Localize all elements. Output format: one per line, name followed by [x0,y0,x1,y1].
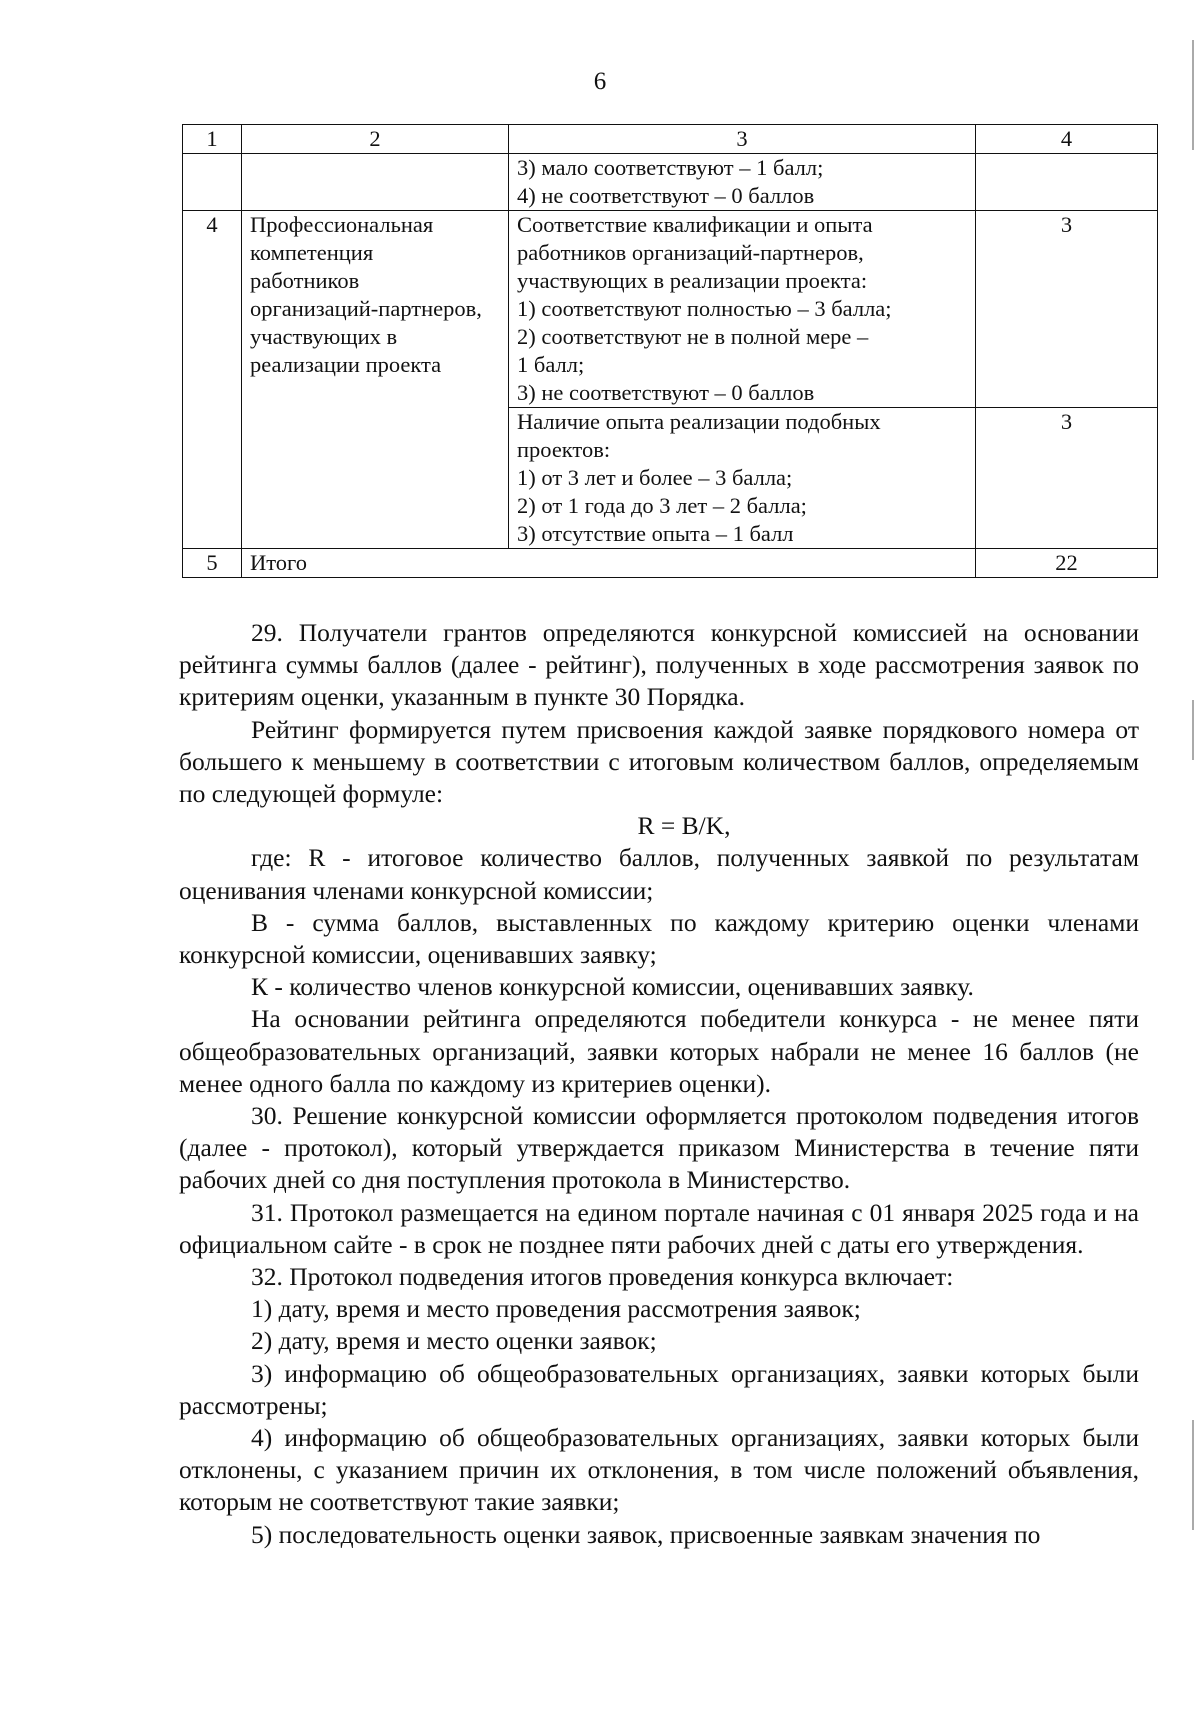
row-number: 5 [183,549,242,578]
paragraph: 29. Получатели грантов определяются конкурсной комиссией на основании рейтинга суммы баллов (далее - рейтинг), полученных в ходе рассмотрения заявок по критериям оценки, указанным в пункте 30 Порядка. [179,618,1139,712]
max-score-cell: 3 [976,408,1158,549]
subcriterion-cell [509,211,976,408]
cell-line: участвующих в [250,324,398,349]
scan-edge-mark [1192,1420,1194,1530]
paragraph: Рейтинг формируется путем присвоения каждой заявке порядкового номера от большего к меньшему в соответствии с итоговым количеством баллов, определяемым по следующей формуле: [179,714,1139,809]
cell-line: реализации проекта [250,352,442,377]
cell-empty [183,154,242,211]
cell-empty [976,154,1158,211]
cell-line: Соответствие квалификации и опыта [517,212,873,237]
list-item: 5) последовательность оценки заявок, присвоенные заявкам значения по [251,1519,1041,1549]
cell-line: 3) отсутствие опыта – 1 балл [517,521,794,546]
paragraph: где: R - итоговое количество баллов, полученных заявкой по результатам оценивания членами конкурсной комиссии; [179,843,1139,905]
cell-line: 1) от 3 лет и более – 3 балла; [517,465,793,490]
formula: R = B/K, [637,811,731,841]
table-header-row [183,125,1158,154]
page-number: 6 [593,68,607,95]
cell-line: участвующих в реализации проекта: [517,268,868,293]
paragraph: 30. Решение конкурсной комиссии оформляется протоколом подведения итогов (далее - протокол), который утверждается приказом Министерства в течение пяти рабочих дней со дня поступления протокола в Министерство. [179,1101,1139,1195]
header-col-3: 3 [509,125,976,154]
list-item: 3) информацию об общеобразовательных организациях, заявки которых были рассмотрены; [179,1358,1139,1420]
header-col-4: 4 [976,125,1158,154]
scan-edge-mark [1192,700,1194,760]
row-number: 4 [183,211,242,549]
cell-empty [242,154,509,211]
body-text [179,617,1139,1551]
max-score-cell: 3 [976,211,1158,408]
list-item: 2) дату, время и место оценки заявок; [251,1326,657,1356]
cell-line: 2) от 1 года до 3 лет – 2 балла; [517,493,807,518]
paragraph: К - количество членов конкурсной комиссии, оценивавших заявку. [251,972,974,1002]
total-label: Итого [242,549,976,578]
criteria-table [182,124,1158,578]
cell-line: 3) не соответствуют – 0 баллов [517,380,815,405]
cell-line: Наличие опыта реализации подобных [517,409,881,434]
list-item: 4) информацию об общеобразовательных организациях, заявки которых были отклонены, с указанием причин их отклонения, в том числе положений объявления, которым не соответствуют такие заявки; [179,1423,1139,1517]
cell-line: 2) соответствуют не в полной мере – [517,324,869,349]
cell-line: Профессиональная [250,212,434,237]
criterion-name-cell [242,211,509,549]
list-item: 1) дату, время и место проведения рассмотрения заявок; [251,1294,861,1324]
cell-line: работников [250,268,360,293]
subcriterion-cell [509,408,976,549]
table-row-4 [183,211,1158,408]
cell-line: компетенция [250,240,374,265]
cell-line: работников организаций-партнеров, [517,240,864,265]
cell-line: 1 балл; [517,352,585,377]
header-col-2: 2 [242,125,509,154]
cell-line: организаций-партнеров, [250,296,482,321]
cell-line: 4) не соответствуют – 0 баллов [517,183,815,208]
table-row-total [183,549,1158,578]
paragraph: 31. Протокол размещается на едином портале начиная с 01 января 2025 года и на официальном сайте - в срок не позднее пяти рабочих дней с даты его утверждения. [179,1197,1139,1259]
continued-criterion-cell [509,154,976,211]
table-row-continued [183,154,1158,211]
cell-line: 3) мало соответствуют – 1 балл; [517,155,824,180]
header-col-1: 1 [183,125,242,154]
paragraph: На основании рейтинга определяются победители конкурса - не менее пяти общеобразовательных организаций, заявки которых набрали не менее 16 баллов (не менее одного балла по каждому из критериев оценки). [179,1004,1139,1098]
paragraph: 32. Протокол подведения итогов проведения конкурса включает: [251,1262,954,1292]
cell-line: проектов: [517,437,611,462]
paragraph: B - сумма баллов, выставленных по каждому критерию оценки членами конкурсной комиссии, оценивавших заявку; [179,907,1139,970]
cell-line: 1) соответствуют полностью – 3 балла; [517,296,892,321]
total-value: 22 [976,549,1158,578]
scan-edge-mark [1192,40,1194,150]
